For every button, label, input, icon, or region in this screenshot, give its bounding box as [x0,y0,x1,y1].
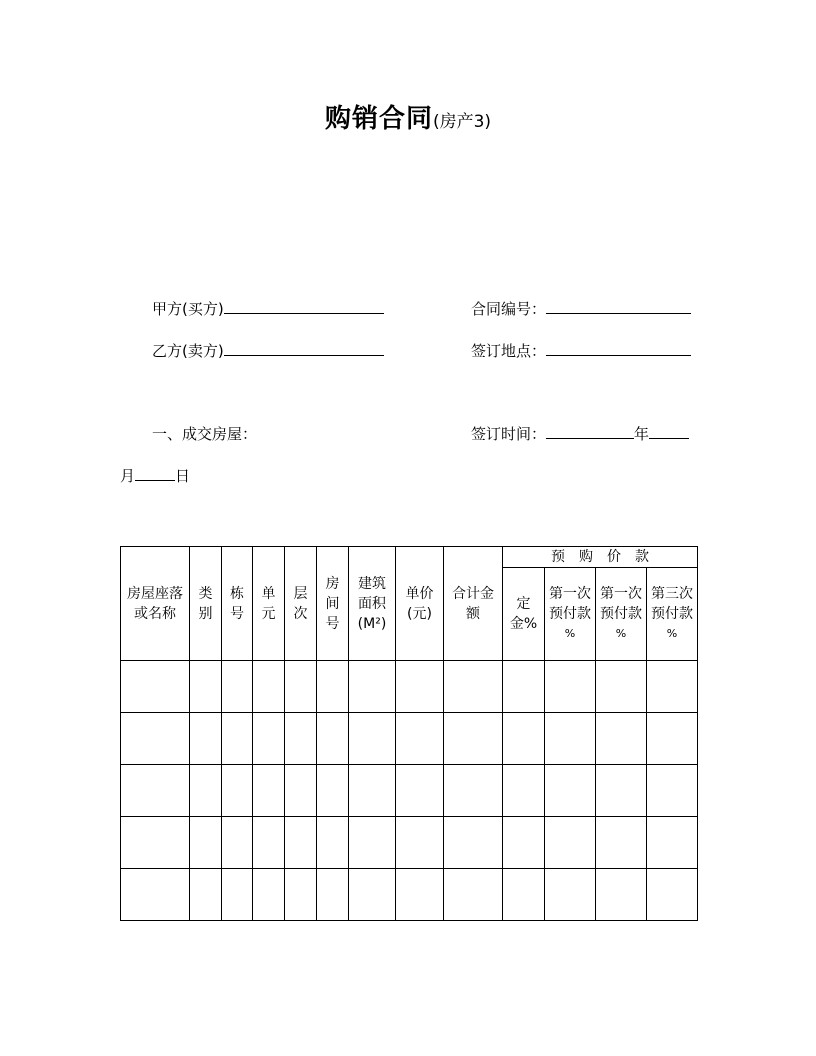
table-cell[interactable] [396,817,444,869]
table-cell[interactable] [503,661,545,713]
table-cell[interactable] [596,817,647,869]
table-cell[interactable] [349,869,396,921]
percent-sign: % [615,627,627,640]
table-cell[interactable] [317,817,349,869]
table-cell[interactable] [190,765,222,817]
table-cell[interactable] [444,869,503,921]
header-third-prepay: 第三次预付款 % [647,568,698,661]
party-a-label: 甲方(买方) [152,300,224,318]
table-cell[interactable] [190,869,222,921]
party-b-blank[interactable] [224,341,384,356]
table-cell[interactable] [503,817,545,869]
title-sub: (房产3) [432,112,492,132]
header-room: 房间号 [317,547,349,661]
sign-place-label: 签订地点： [471,342,547,360]
table-cell[interactable] [545,817,596,869]
sign-date-continued [120,465,190,486]
table-row [121,765,698,817]
month-label: 月 [120,467,136,485]
table-cell[interactable] [253,713,285,765]
table-cell[interactable] [317,661,349,713]
header-second-prepay: 第一次预付款 % [596,568,647,661]
table-cell[interactable] [503,765,545,817]
table-cell[interactable] [317,869,349,921]
table-cell[interactable] [121,713,190,765]
table-cell[interactable] [121,765,190,817]
contract-no-field [471,298,691,319]
table-cell[interactable] [396,713,444,765]
table-cell[interactable] [285,661,317,713]
document-title [0,98,816,135]
property-table [120,546,698,921]
table-cell[interactable] [647,817,698,869]
table-cell[interactable] [396,765,444,817]
table-cell[interactable] [545,869,596,921]
header-building: 栋号 [222,547,253,661]
sign-place-field [471,340,691,361]
table-cell[interactable] [349,713,396,765]
table-cell[interactable] [253,765,285,817]
table-cell[interactable] [647,765,698,817]
table-cell[interactable] [596,713,647,765]
sign-month-blank[interactable] [649,424,689,439]
table-cell[interactable] [444,817,503,869]
table-cell[interactable] [545,713,596,765]
party-a-field [152,298,384,319]
section-1-heading: 一、成交房屋： [152,425,258,443]
day-label: 日 [175,467,191,485]
table-cell[interactable] [545,661,596,713]
table-cell[interactable] [285,817,317,869]
table-cell[interactable] [190,661,222,713]
table-cell[interactable] [190,713,222,765]
party-a-blank[interactable] [224,299,384,314]
header-deposit: 定金% [503,568,545,661]
sign-day-blank[interactable] [135,466,175,481]
table-row [121,661,698,713]
table-cell[interactable] [349,661,396,713]
table-cell[interactable] [121,817,190,869]
sign-time-field [471,423,689,444]
table-cell[interactable] [285,765,317,817]
table-cell[interactable] [253,869,285,921]
table-cell[interactable] [253,661,285,713]
table-cell[interactable] [222,869,253,921]
table-cell[interactable] [596,661,647,713]
table-cell[interactable] [545,765,596,817]
header-area: 建筑面积(M²) [349,547,396,661]
table-cell[interactable] [222,817,253,869]
table-cell[interactable] [503,869,545,921]
header-unit-price: 单价(元) [396,547,444,661]
header-unit: 单元 [253,547,285,661]
table-cell[interactable] [503,713,545,765]
table-cell[interactable] [222,765,253,817]
header-floor: 层次 [285,547,317,661]
header-prepay-group: 预 购 价 款 [503,547,698,568]
table-cell[interactable] [647,661,698,713]
table-cell[interactable] [396,869,444,921]
sign-year-blank[interactable] [546,424,634,439]
title-main: 购销合同 [324,104,433,134]
table-cell[interactable] [222,661,253,713]
table-cell[interactable] [396,661,444,713]
header-total: 合计金额 [444,547,503,661]
table-header-row [121,547,698,568]
table-cell[interactable] [349,817,396,869]
table-cell[interactable] [444,661,503,713]
table-cell[interactable] [444,765,503,817]
party-b-label: 乙方(卖方) [152,342,224,360]
table-row [121,713,698,765]
sign-time-label: 签订时间： [471,425,547,443]
table-cell[interactable] [222,713,253,765]
table-cell[interactable] [444,713,503,765]
table-cell[interactable] [647,869,698,921]
percent-sign: % [666,627,678,640]
percent-sign: % [564,627,576,640]
table-cell[interactable] [349,765,396,817]
table-cell[interactable] [121,869,190,921]
table-cell[interactable] [190,817,222,869]
sign-place-blank[interactable] [546,341,691,356]
table-row [121,817,698,869]
table-cell[interactable] [317,713,349,765]
table-cell[interactable] [596,869,647,921]
table-cell[interactable] [285,713,317,765]
table-row [121,869,698,921]
table-cell[interactable] [285,869,317,921]
header-category: 类别 [190,547,222,661]
party-b-field [152,340,384,361]
table-cell[interactable] [596,765,647,817]
table-cell[interactable] [121,661,190,713]
table-cell[interactable] [253,817,285,869]
contract-no-label: 合同编号： [471,300,547,318]
header-location: 房屋座落或名称 [121,547,190,661]
header-first-prepay: 第一次预付款 % [545,568,596,661]
table-cell[interactable] [647,713,698,765]
contract-no-blank[interactable] [546,299,691,314]
table-cell[interactable] [317,765,349,817]
year-label: 年 [634,425,650,443]
